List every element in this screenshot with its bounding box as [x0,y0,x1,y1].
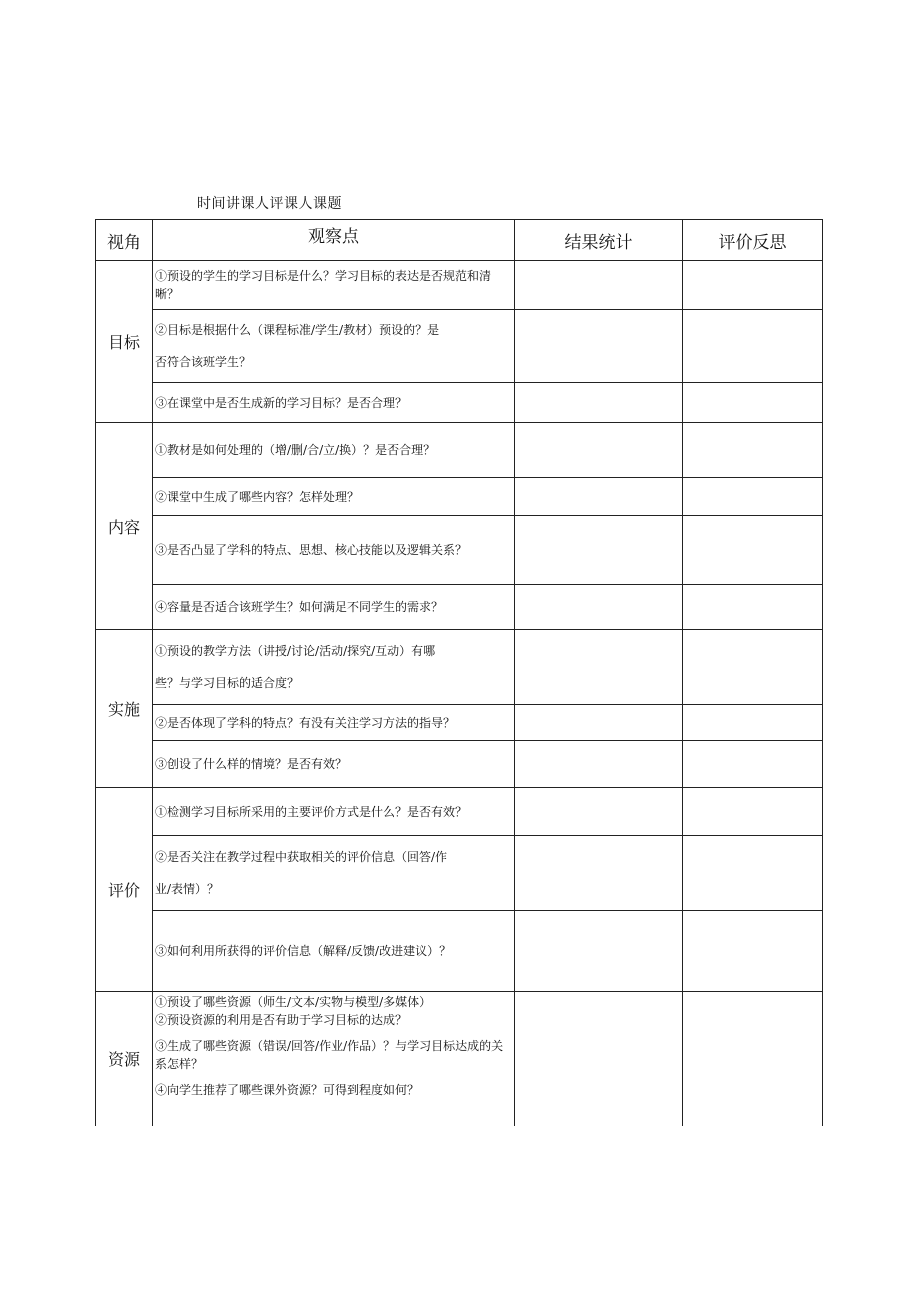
table-row [96,478,823,516]
result-cell[interactable] [515,911,683,992]
table-row [96,705,823,741]
table-row [96,741,823,788]
reflection-cell[interactable] [683,383,823,423]
evaluate-point-2-line-2: 业/表情）？ [155,882,220,896]
content-point-1: ①教材是如何处理的（增/删/合/立/换）？是否合理？ [153,423,515,478]
goal-point-2-line-1: ②目标是根据什么（课程标准/学生/教材）预设的？是 [155,323,440,337]
table-row [96,788,823,836]
angle-evaluate: 评价 [96,788,153,992]
resource-point-1: ①预设了哪些资源（师生/文本/实物与模型/多媒体） [155,995,432,1009]
header-line: 时间讲课人评课人课题 [197,196,342,212]
reflection-cell[interactable] [683,836,823,911]
table-row [96,992,823,1126]
implement-point-1 [153,630,515,705]
result-cell[interactable] [515,630,683,705]
result-cell[interactable] [515,423,683,478]
resource-point-3: ③生成了哪些资源（错误/回答/作业/作品）？与学习目标达成的关系怎样？ [155,1039,504,1071]
reflection-cell[interactable] [683,516,823,585]
reflection-cell[interactable] [683,911,823,992]
result-cell[interactable] [515,705,683,741]
col-header-angle: 视角 [96,220,153,261]
resource-point-4: ④向学生推荐了哪些课外资源？可得到程度如何？ [155,1083,420,1097]
goal-point-1: ①预设的学生的学习目标是什么？学习目标的表达是否规范和清晰？ [153,261,515,310]
table-row [96,310,823,383]
observation-table [95,219,823,1126]
table-row [96,630,823,705]
implement-point-1-line-1: ①预设的教学方法（讲授/讨论/活动/探究/互动）有哪 [155,644,436,658]
angle-content: 内容 [96,423,153,630]
reflection-cell[interactable] [683,423,823,478]
table-row [96,516,823,585]
reflection-cell[interactable] [683,310,823,383]
result-cell[interactable] [515,310,683,383]
evaluate-point-3: ③如何利用所获得的评价信息（解释/反馈/改进建议）？ [153,911,515,992]
implement-point-3: ③创设了什么样的情境？是否有效？ [153,741,515,788]
table-row [96,423,823,478]
reflection-cell[interactable] [683,741,823,788]
table-header-row [96,220,823,261]
table-row [96,383,823,423]
angle-implement: 实施 [96,630,153,788]
resource-points [153,992,515,1126]
result-cell[interactable] [515,992,683,1126]
resource-point-2: ②预设资源的利用是否有助于学习目标的达成？ [155,1013,408,1027]
goal-point-2-line-2: 否符合该班学生？ [155,355,252,369]
goal-point-2 [153,310,515,383]
col-header-reflection: 评价反思 [683,220,823,261]
result-cell[interactable] [515,741,683,788]
result-cell[interactable] [515,836,683,911]
content-point-3: ③是否凸显了学科的特点、思想、核心技能以及逻辑关系？ [153,516,515,585]
table-row [96,585,823,630]
observation-sheet [95,219,822,1126]
reflection-cell[interactable] [683,788,823,836]
reflection-cell[interactable] [683,585,823,630]
angle-goal: 目标 [96,261,153,423]
result-cell[interactable] [515,383,683,423]
reflection-cell[interactable] [683,478,823,516]
table-row [96,836,823,911]
goal-point-3: ③在课堂中是否生成新的学习目标？是否合理？ [153,383,515,423]
result-cell[interactable] [515,261,683,310]
table-row [96,911,823,992]
content-point-2: ②课堂中生成了哪些内容？怎样处理？ [153,478,515,516]
implement-point-2: ②是否体现了学科的特点？有没有关注学习方法的指导？ [153,705,515,741]
col-header-result: 结果统计 [515,220,683,261]
result-cell[interactable] [515,516,683,585]
evaluate-point-1: ①检测学习目标所采用的主要评价方式是什么？是否有效？ [153,788,515,836]
result-cell[interactable] [515,585,683,630]
reflection-cell[interactable] [683,992,823,1126]
angle-resource: 资源 [96,992,153,1126]
content-point-4: ④容量是否适合该班学生？如何满足不同学生的需求？ [153,585,515,630]
evaluate-point-2-line-1: ②是否关注在教学过程中获取相关的评价信息（回答/作 [155,850,448,864]
reflection-cell[interactable] [683,630,823,705]
result-cell[interactable] [515,478,683,516]
result-cell[interactable] [515,788,683,836]
table-row [96,261,823,310]
implement-point-1-line-2: 些？与学习目标的适合度？ [155,676,300,690]
reflection-cell[interactable] [683,261,823,310]
col-header-observation: 观察点 [153,220,515,261]
evaluate-point-2 [153,836,515,911]
reflection-cell[interactable] [683,705,823,741]
